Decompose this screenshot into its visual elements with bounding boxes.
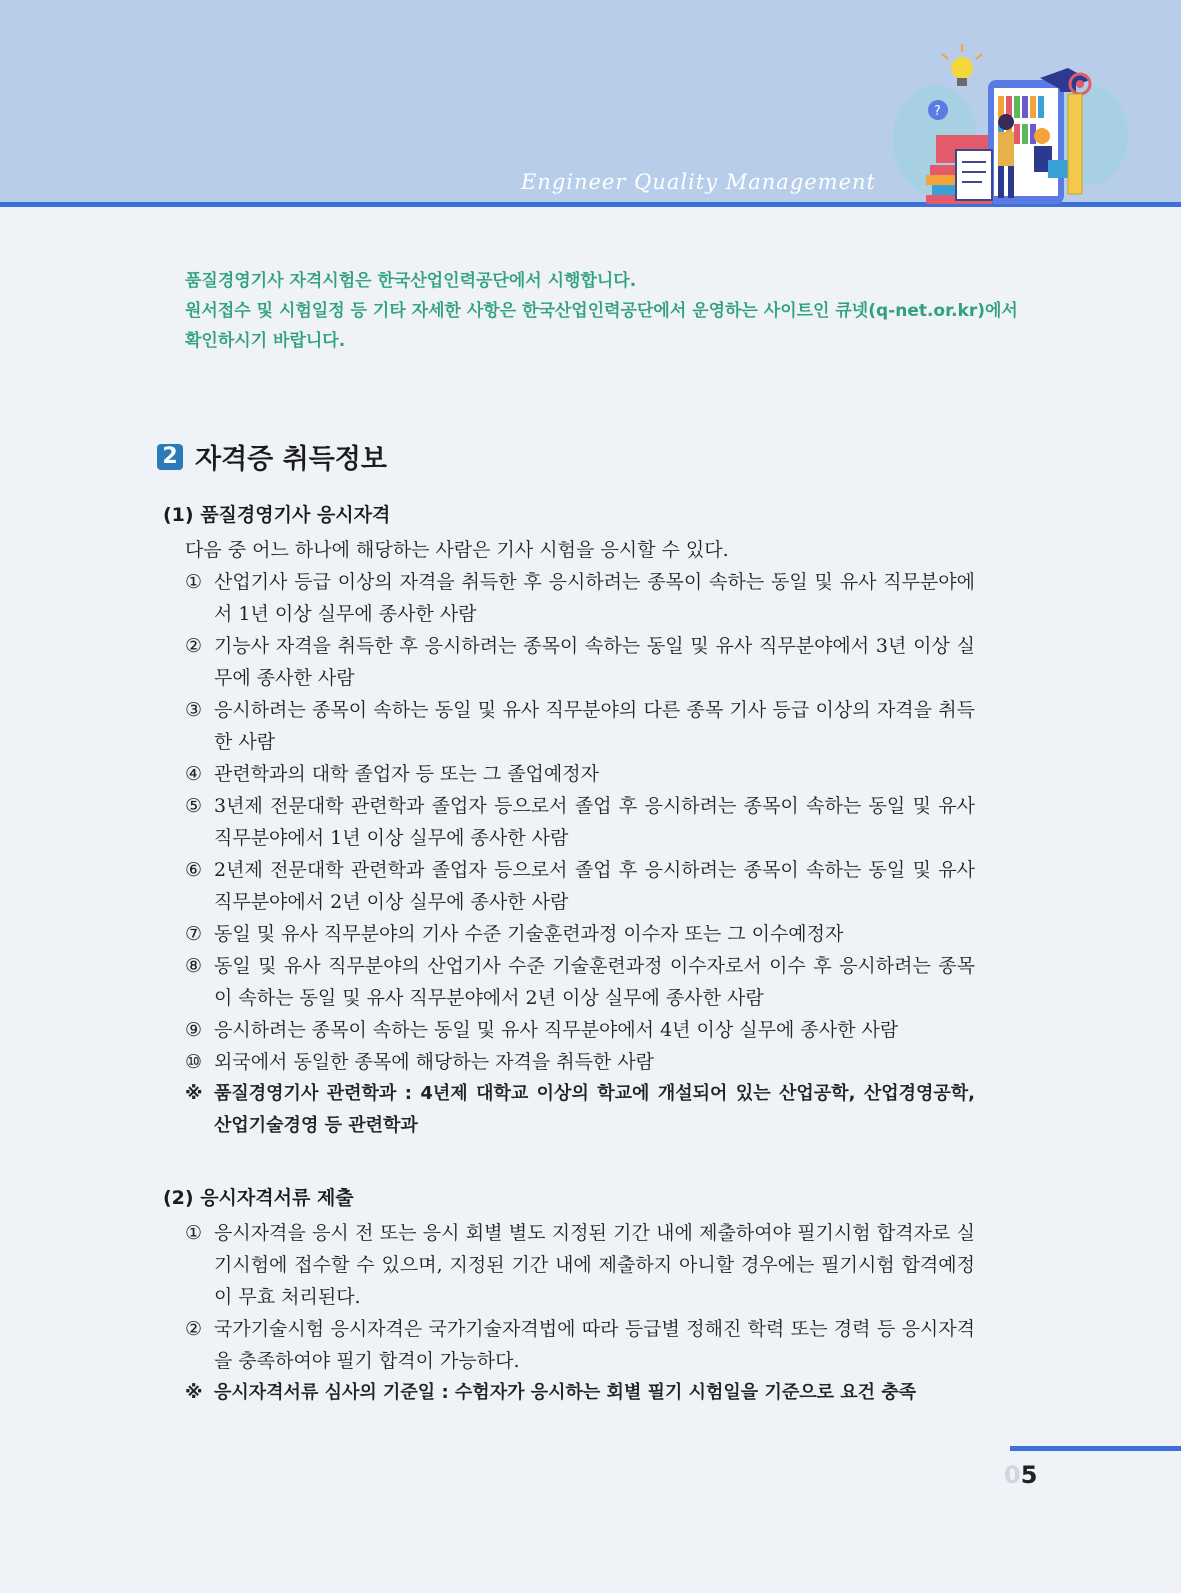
subsection-title-documents: (2) 응시자격서류 제출 xyxy=(163,1187,354,1209)
eligibility-item xyxy=(185,1014,975,1046)
exam-notice xyxy=(185,266,1018,356)
item-text: 국가기술시험 응시자격은 국가기술자격법에 따라 등급별 정해진 학력 또는 경력 등 응시자격을 충족하여야 필기 합격이 가능하다. xyxy=(214,1318,975,1372)
related-majors-note xyxy=(185,1078,975,1142)
item-text: 응시하려는 종목이 속하는 동일 및 유사 직무분야에서 4년 이상 실무에 종사한 사람 xyxy=(214,1019,899,1041)
eligibility-item xyxy=(185,694,975,758)
note-text: 품질경영기사 관련학과 : 4년제 대학교 이상의 학교에 개설되어 있는 산업공학, 산업경영공학, 산업기술경영 등 관련학과 xyxy=(214,1083,975,1136)
note-mark: ※ xyxy=(185,1382,203,1403)
item-text: 응시하려는 종목이 속하는 동일 및 유사 직무분야의 다른 종목 기사 등급 이상의 자격을 취득한 사람 xyxy=(214,699,975,753)
header-caption: Engineer Quality Management xyxy=(520,170,876,194)
item-text: 3년제 전문대학 관련학과 졸업자 등으로서 졸업 후 응시하려는 종목이 속하는 동일 및 유사 직무분야에서 1년 이상 실무에 종사한 사람 xyxy=(214,795,975,849)
review-date-note xyxy=(185,1377,975,1409)
item-mark: ③ xyxy=(185,699,203,721)
eligibility-item xyxy=(185,854,975,918)
notice-line: 확인하시기 바랍니다. xyxy=(185,331,346,351)
footer-divider xyxy=(1010,1446,1181,1451)
item-mark: ② xyxy=(185,635,203,657)
note-text: 응시자격서류 심사의 기준일 : 수험자가 응시하는 회별 필기 시험일을 기준으로 요건 충족 xyxy=(214,1382,917,1403)
documents-item xyxy=(185,1217,975,1313)
item-mark: ② xyxy=(185,1318,203,1340)
eligibility-item xyxy=(185,918,975,950)
item-text: 동일 및 유사 직무분야의 기사 수준 기술훈련과정 이수자 또는 그 이수예정자 xyxy=(214,923,844,945)
svg-text:?: ? xyxy=(934,104,941,119)
item-text: 2년제 전문대학 관련학과 졸업자 등으로서 졸업 후 응시하려는 종목이 속하는 동일 및 유사 직무분야에서 2년 이상 실무에 종사한 사람 xyxy=(214,859,975,913)
eligibility-item xyxy=(185,790,975,854)
eligibility-item xyxy=(185,630,975,694)
eligibility-item xyxy=(185,566,975,630)
notice-line: 품질경영기사 자격시험은 한국산업인력공단에서 시행합니다. xyxy=(185,271,637,291)
item-text: 기능사 자격을 취득한 후 응시하려는 종목이 속하는 동일 및 유사 직무분야에서 3년 이상 실무에 종사한 사람 xyxy=(214,635,975,689)
education-illustration-icon xyxy=(890,40,1140,204)
section-heading xyxy=(157,437,387,476)
item-text: 동일 및 유사 직무분야의 산업기사 수준 기술훈련과정 이수자로서 이수 후 응시하려는 종목이 속하는 동일 및 유사 직무분야에서 2년 이상 실무에 종사한 사람 xyxy=(214,955,975,1009)
page-number-prefix: 0 xyxy=(1004,1461,1021,1489)
item-mark: ① xyxy=(185,571,203,593)
item-mark: ⑦ xyxy=(185,923,203,945)
eligibility-intro: 다음 중 어느 하나에 해당하는 사람은 기사 시험을 응시할 수 있다. xyxy=(185,539,729,561)
item-text: 외국에서 동일한 종목에 해당하는 자격을 취득한 사람 xyxy=(214,1051,655,1073)
item-mark: ⑥ xyxy=(185,859,203,881)
item-mark: ⑧ xyxy=(185,955,203,977)
item-text: 관련학과의 대학 졸업자 등 또는 그 졸업예정자 xyxy=(214,763,599,785)
documents-content xyxy=(185,1217,975,1409)
documents-item xyxy=(185,1313,975,1377)
subsection-title-eligibility: (1) 품질경영기사 응시자격 xyxy=(163,504,391,526)
eligibility-content xyxy=(185,534,975,1142)
notice-line: 원서접수 및 시험일정 등 기타 자세한 사항은 한국산업인력공단에서 운영하는 사이트인 큐넷(q-net.or.kr)에서 xyxy=(185,301,1018,321)
item-text: 응시자격을 응시 전 또는 응시 회별 별도 지정된 기간 내에 제출하여야 필기시험 합격자로 실기시험에 접수할 수 있으며, 지정된 기간 내에 제출하지 아니할 경우에는 필기시험 합격예정이 무효 처리된다. xyxy=(214,1222,975,1308)
section-title: 자격증 취득정보 xyxy=(195,444,387,475)
eligibility-item xyxy=(185,1046,975,1078)
item-mark: ⑨ xyxy=(185,1019,203,1041)
note-mark: ※ xyxy=(185,1083,203,1104)
page-number xyxy=(1004,1461,1037,1489)
page-number-value: 5 xyxy=(1020,1461,1038,1489)
item-mark: ① xyxy=(185,1222,203,1244)
section-number-badge: 2 xyxy=(157,444,183,470)
item-mark: ⑤ xyxy=(185,795,203,817)
item-mark: ④ xyxy=(185,763,203,785)
item-mark: ⑩ xyxy=(185,1051,203,1073)
item-text: 산업기사 등급 이상의 자격을 취득한 후 응시하려는 종목이 속하는 동일 및 유사 직무분야에서 1년 이상 실무에 종사한 사람 xyxy=(214,571,975,625)
eligibility-item xyxy=(185,758,975,790)
eligibility-item xyxy=(185,950,975,1014)
